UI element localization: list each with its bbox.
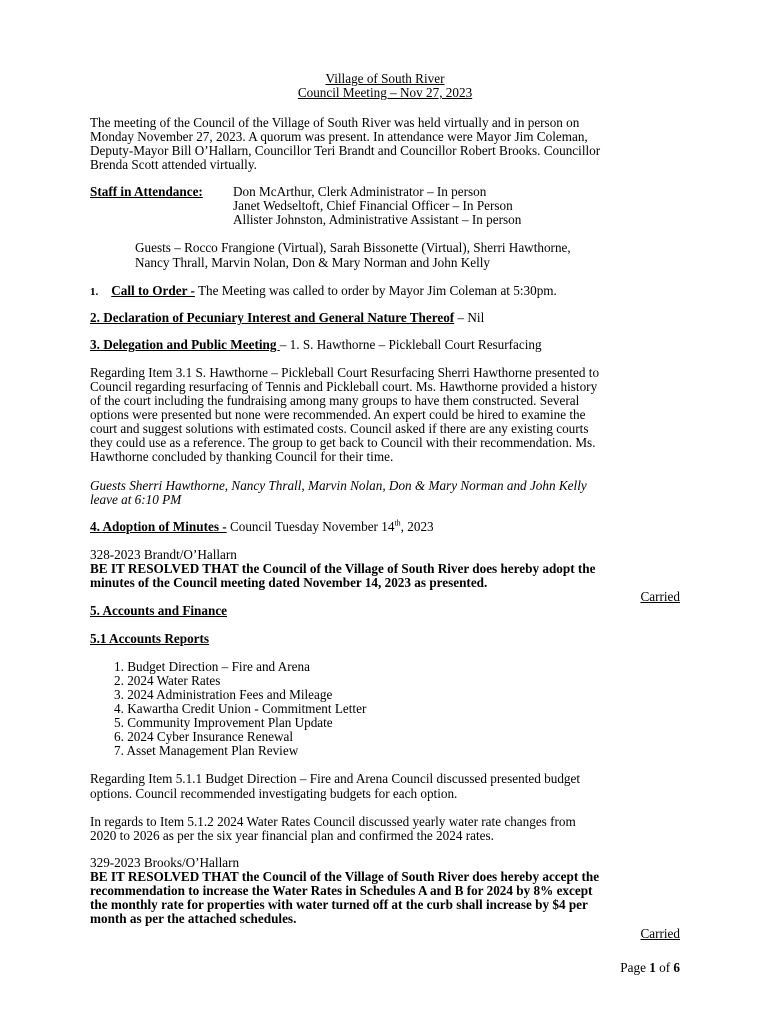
motion-id: 328-2023 Brandt/O’Hallarn — [90, 547, 237, 562]
paragraph-line: of the court including the fundraising among many groups to have them constructed. Several — [90, 393, 580, 408]
resolution-line: recommendation to increase the Water Rates in Schedules A and B for 2024 by 8% except — [90, 883, 593, 898]
paragraph-line: In regards to Item 5.1.2 2024 Water Rates Council discussed yearly water rate changes from — [90, 814, 576, 829]
intro-line: Deputy-Mayor Bill O’Hallarn, Councillor Teri Brandt and Councillor Robert Brooks. Councillor — [90, 143, 601, 158]
resolution-line: minutes of the Council meeting dated November 14, 2023 as presented. — [90, 575, 488, 590]
motion-status: Carried — [640, 589, 680, 604]
page-of: of — [655, 960, 674, 975]
page-number — [620, 961, 680, 975]
list-item: 4. Kawartha Credit Union - Commitment Letter — [114, 701, 367, 716]
section-adoption-of-minutes — [90, 520, 434, 534]
section-heading: 3. Delegation and Public Meeting — [90, 337, 280, 352]
paragraph-line: Council regarding resurfacing of Tennis and Pickleball court. Ms. Hawthorne provided a history — [90, 379, 598, 394]
section-accounts-finance: 5. Accounts and Finance — [90, 603, 228, 618]
resolution-line: BE IT RESOLVED THAT the Council of the Village of South River does hereby accept the — [90, 869, 600, 884]
paragraph-line: Regarding Item 5.1.1 Budget Direction – Fire and Arena Council discussed presented budget — [90, 771, 581, 786]
section-heading: 2. Declaration of Pecuniary Interest and General Nature Thereof — [90, 310, 455, 325]
page-total: 6 — [673, 960, 680, 975]
section-text: – Nil — [454, 310, 485, 325]
page-current: 1 — [649, 960, 656, 975]
paragraph-line: Regarding Item 3.1 S. Hawthorne – Pickleball Court Resurfacing Sherri Hawthorne presented to — [90, 365, 600, 380]
paragraph-line: options. Council recommended investigating budgets for each option. — [90, 786, 458, 801]
section-call-to-order — [90, 284, 557, 299]
list-item: 2. 2024 Water Rates — [114, 673, 221, 688]
section-text: Council Tuesday November 14 — [226, 519, 395, 534]
sub-section-accounts-reports: 5.1 Accounts Reports — [90, 631, 210, 646]
intro-line: The meeting of the Council of the Village of South River was held virtually and in person on — [90, 115, 580, 130]
staff-line: Don McArthur, Clerk Administrator – In person — [233, 184, 487, 199]
resolution-line: month as per the attached schedules. — [90, 911, 297, 926]
section-declaration — [90, 311, 484, 325]
section-heading: 4. Adoption of Minutes - — [90, 519, 227, 534]
intro-line: Brenda Scott attended virtually. — [90, 157, 257, 172]
staff-label: Staff in Attendance: — [90, 184, 203, 199]
staff-line: Janet Wedseltoft, Chief Financial Officer – In Person — [233, 198, 513, 213]
document-title: Village of South River — [325, 71, 445, 86]
italic-line: leave at 6:10 PM — [90, 492, 182, 507]
ordinal-suffix: th — [394, 518, 401, 528]
motion-id: 329-2023 Brooks/O’Hallarn — [90, 855, 240, 870]
list-item: 6. 2024 Cyber Insurance Renewal — [114, 729, 294, 744]
list-item: 1. Budget Direction – Fire and Arena — [114, 659, 310, 674]
section-delegation — [90, 338, 542, 352]
staff-line: Allister Johnston, Administrative Assistant – In person — [233, 212, 522, 227]
list-item: 3. 2024 Administration Fees and Mileage — [114, 687, 333, 702]
paragraph-line: they could use as a reference. The group to get back to Council with their recommendation. Ms. — [90, 435, 596, 450]
resolution-line: the monthly rate for properties with water turned off at the curb shall increase by $4 per — [90, 897, 588, 912]
resolution-line: BE IT RESOLVED THAT the Council of the Village of South River does hereby adopt the — [90, 561, 596, 576]
guests-line: Nancy Thrall, Marvin Nolan, Don & Mary Norman and John Kelly — [135, 255, 491, 270]
list-item: 5. Community Improvement Plan Update — [114, 715, 333, 730]
section-number: 1. — [90, 286, 99, 298]
paragraph-line: court and suggest solutions with estimated costs. Council asked if there are any existing courts — [90, 421, 589, 436]
paragraph-line: Hawthorne concluded by thanking Council for their time. — [90, 449, 394, 464]
paragraph-line: options were presented but none were recommended. An expert could be hired to examine the — [90, 407, 586, 422]
italic-line: Guests Sherri Hawthorne, Nancy Thrall, Marvin Nolan, Don & Mary Norman and John Kelly — [90, 478, 587, 493]
list-item: 7. Asset Management Plan Review — [114, 743, 299, 758]
page-prefix: Page — [620, 960, 650, 975]
paragraph-line: 2020 to 2026 as per the six year financial plan and confirmed the 2024 rates. — [90, 828, 494, 843]
section-text-end: , 2023 — [400, 519, 434, 534]
guests-line: Guests – Rocco Frangione (Virtual), Sarah Bissonette (Virtual), Sherri Hawthorne, — [135, 240, 571, 255]
document-subtitle: Council Meeting – Nov 27, 2023 — [297, 85, 473, 100]
intro-line: Monday November 27, 2023. A quorum was present. In attendance were Mayor Jim Coleman, — [90, 129, 588, 144]
motion-status: Carried — [640, 926, 680, 941]
section-heading: Call to Order - — [111, 283, 195, 298]
section-text: – 1. S. Hawthorne – Pickleball Court Resurfacing — [279, 337, 542, 352]
section-text: The Meeting was called to order by Mayor Jim Coleman at 5:30pm. — [194, 283, 557, 298]
